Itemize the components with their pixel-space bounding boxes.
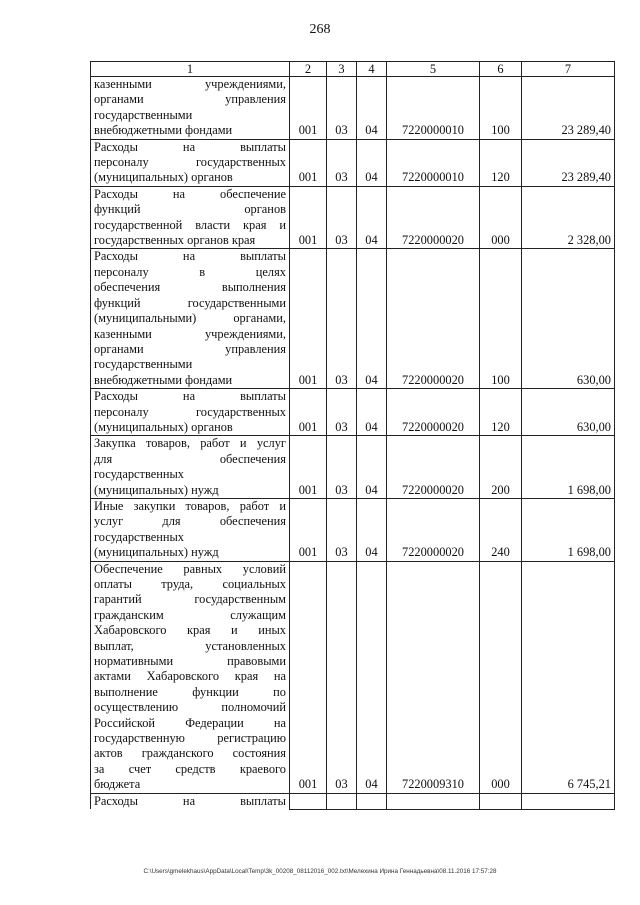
column-header-1: 1 [91, 62, 290, 77]
subsection-code: 04 [357, 77, 387, 140]
description-line: (муниципальных) нужд [94, 545, 219, 560]
description-line: казенными учреждениями, [94, 77, 286, 91]
subsection-code: 04 [357, 186, 387, 249]
section-code: 03 [327, 77, 357, 140]
description-line: Иные закупки товаров, работ и [94, 498, 286, 513]
description-line: осуществлению полномочий [94, 700, 286, 715]
column-header-7: 7 [522, 62, 615, 77]
table-row [91, 139, 615, 186]
column-header-6: 6 [480, 62, 522, 77]
section-code: 03 [327, 249, 357, 389]
description-line: государственную регистрацию [94, 731, 286, 746]
description-line: Хабаровского края и иных [94, 623, 286, 638]
subsection-code [357, 793, 387, 809]
section-code: 03 [327, 436, 357, 499]
description-line: государственными [94, 357, 193, 372]
description-line: государственной власти края и [94, 217, 286, 232]
target-article-code: 7220000020 [387, 389, 480, 436]
description-line: (муниципальных) органов [94, 170, 233, 185]
row-description [91, 436, 290, 499]
description-line: Расходы на выплаты [94, 139, 286, 154]
section-code: 03 [327, 186, 357, 249]
amount: 23 289,40 [522, 139, 615, 186]
section-code: 03 [327, 139, 357, 186]
table-row [91, 249, 615, 389]
description-line: Расходы на выплаты [94, 389, 286, 404]
amount: 630,00 [522, 389, 615, 436]
table-row [91, 436, 615, 499]
ministry-code: 001 [290, 186, 327, 249]
description-line: (муниципальных) органов [94, 419, 233, 434]
table-row [91, 77, 615, 140]
description-line: (муниципальными) органами, [94, 311, 286, 326]
amount: 23 289,40 [522, 77, 615, 140]
description-line: государственных [94, 467, 185, 482]
ministry-code: 001 [290, 139, 327, 186]
target-article-code: 7220000010 [387, 139, 480, 186]
target-article-code: 7220000020 [387, 186, 480, 249]
page-number: 268 [309, 22, 331, 37]
description-line: казенными учреждениями, [94, 326, 286, 341]
row-description [91, 249, 290, 389]
description-line: обеспечения выполнения [94, 280, 286, 295]
description-line: (муниципальных) нужд [94, 482, 219, 497]
row-description [91, 186, 290, 249]
description-line: для обеспечения [94, 451, 286, 466]
row-description [91, 77, 290, 140]
description-line: государственных [94, 529, 185, 544]
column-header-4: 4 [357, 62, 387, 77]
table-row [91, 389, 615, 436]
description-line: гражданским служащим [94, 607, 286, 622]
amount: 6 745,21 [522, 561, 615, 793]
description-line: персоналу в целях [94, 264, 286, 279]
description-line: Расходы на обеспечение [94, 186, 286, 201]
description-line: актами Хабаровского края на [94, 669, 286, 684]
description-line: гарантий государственным [94, 592, 286, 607]
column-header-5: 5 [387, 62, 480, 77]
description-line: Обеспечение равных условий [94, 561, 286, 576]
table-header-row [91, 62, 615, 77]
target-article-code: 7220009310 [387, 561, 480, 793]
description-line: услуг для обеспечения [94, 514, 286, 529]
expense-type-code: 100 [480, 249, 522, 389]
expense-type-code [480, 793, 522, 809]
expense-type-code: 120 [480, 139, 522, 186]
amount: 2 328,00 [522, 186, 615, 249]
ministry-code: 001 [290, 77, 327, 140]
description-line: Закупка товаров, работ и услуг [94, 436, 286, 451]
description-line: внебюджетными фондами [94, 123, 233, 138]
table-body [91, 77, 615, 810]
target-article-code: 7220000010 [387, 77, 480, 140]
subsection-code: 04 [357, 389, 387, 436]
subsection-code: 04 [357, 436, 387, 499]
description-line: бюджета [94, 777, 141, 792]
ministry-code: 001 [290, 561, 327, 793]
table-row [91, 498, 615, 561]
footer-path: C:\Users\gmelekhaus\AppData\Local\Temp\3k_00208_08112016_002.txt\Мелехина Ирина Геннадьевна\08.11.2016 17:57:28 [143, 868, 497, 875]
expense-type-code: 000 [480, 186, 522, 249]
description-line: Расходы на выплаты [94, 249, 286, 264]
row-description [91, 389, 290, 436]
target-article-code: 7220000020 [387, 436, 480, 499]
subsection-code: 04 [357, 249, 387, 389]
subsection-code: 04 [357, 561, 387, 793]
row-description [91, 561, 290, 793]
description-line: персоналу государственных [94, 155, 286, 170]
target-article-code: 7220000020 [387, 249, 480, 389]
description-line: актов гражданского состояния [94, 746, 286, 761]
description-line: Российской Федерации на [94, 715, 286, 730]
target-article-code: 7220000020 [387, 498, 480, 561]
subsection-code: 04 [357, 139, 387, 186]
ministry-code: 001 [290, 389, 327, 436]
description-line: Расходы на выплаты [94, 793, 286, 808]
column-header-2: 2 [290, 62, 327, 77]
description-line: государственных органов края [94, 233, 256, 248]
row-description [91, 793, 290, 809]
table-row [91, 793, 615, 809]
description-line: государственными [94, 107, 193, 122]
description-line: персоналу государственных [94, 404, 286, 419]
budget-table [90, 61, 615, 810]
description-line: органами управления [94, 92, 286, 107]
description-line: за счет средств краевого [94, 761, 286, 776]
expense-type-code: 120 [480, 389, 522, 436]
ministry-code: 001 [290, 436, 327, 499]
description-line: нормативными правовыми [94, 654, 286, 669]
description-line: оплаты труда, социальных [94, 577, 286, 591]
section-code [327, 793, 357, 809]
table-row [91, 186, 615, 249]
section-code: 03 [327, 498, 357, 561]
description-line: органами управления [94, 341, 286, 356]
section-code: 03 [327, 561, 357, 793]
description-line: выполнение функции по [94, 684, 286, 699]
ministry-code: 001 [290, 249, 327, 389]
amount: 630,00 [522, 249, 615, 389]
expense-type-code: 100 [480, 77, 522, 140]
subsection-code: 04 [357, 498, 387, 561]
row-description [91, 139, 290, 186]
description-line: выплат, установленных [94, 638, 286, 653]
expense-type-code: 000 [480, 561, 522, 793]
description-line: функций органов [94, 202, 286, 217]
description-line: внебюджетными фондами [94, 372, 233, 387]
ministry-code [290, 793, 327, 809]
amount: 1 698,00 [522, 436, 615, 499]
expense-type-code: 240 [480, 498, 522, 561]
expense-type-code: 200 [480, 436, 522, 499]
description-line: функций государственными [94, 295, 286, 310]
target-article-code [387, 793, 480, 809]
table-row [91, 561, 615, 793]
amount: 1 698,00 [522, 498, 615, 561]
amount [522, 793, 615, 809]
row-description [91, 498, 290, 561]
section-code: 03 [327, 389, 357, 436]
ministry-code: 001 [290, 498, 327, 561]
column-header-3: 3 [327, 62, 357, 77]
